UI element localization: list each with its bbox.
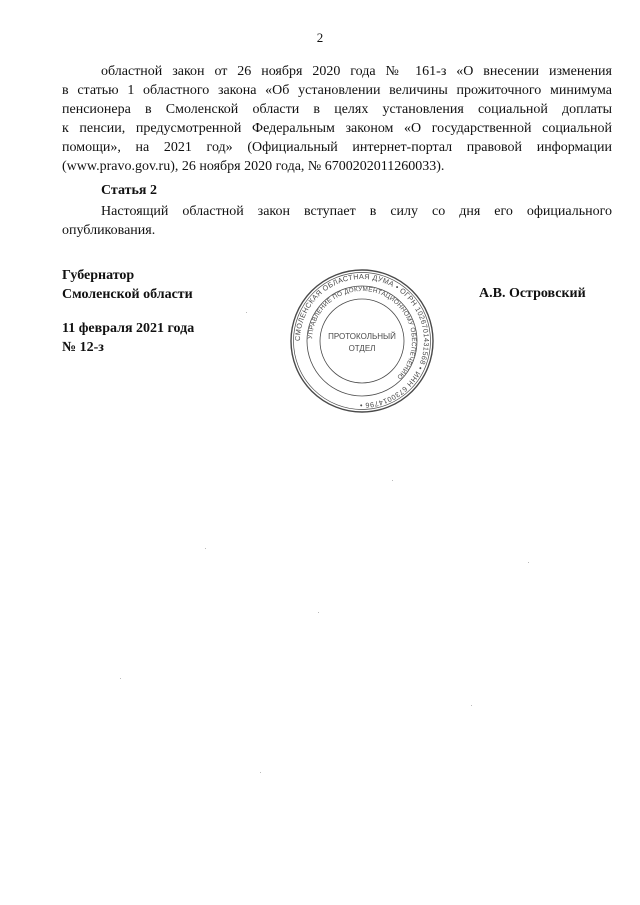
scan-speck [528, 562, 529, 563]
signatory-title [62, 266, 193, 304]
scan-speck [260, 772, 261, 773]
stamp-outer-text: СМОЛЕНСКАЯ ОБЛАСТНАЯ ДУМА • ОГРН 1026701431568 • ИНН 6730014796 • [292, 271, 432, 411]
paragraph-line: пенсионера в Смоленской области в целях установления социальной доплаты [62, 102, 612, 117]
paragraph-line: к пенсии, предусмотренной Федеральным законом «О государственной социальной [62, 121, 612, 136]
official-seal-stamp [283, 266, 441, 416]
scan-speck [120, 678, 121, 679]
scan-speck [246, 312, 247, 313]
paragraph-line: областной закон от 26 ноября 2020 года № 161-з «О внесении изменения [101, 64, 612, 79]
stamp-center-line: ПРОТОКОЛЬНЫЙ [328, 332, 396, 341]
stamp-center-line: ОТДЕЛ [348, 344, 376, 353]
signing-date-block [62, 319, 194, 357]
scan-speck [392, 480, 393, 481]
signatory-name: А.В. Островский [479, 286, 586, 301]
paragraph-amendment-reference [62, 62, 612, 176]
signing-date: 11 февраля 2021 года [62, 321, 195, 336]
paragraph-line: опубликования. [62, 223, 156, 238]
page-number: 2 [316, 30, 324, 45]
signatory-title-line: Губернатор [62, 268, 135, 283]
scan-speck [471, 705, 472, 706]
paragraph-line: помощи», на 2021 год» (Официальный интернет-портал правовой информации [62, 140, 612, 155]
scan-speck [318, 612, 319, 613]
paragraph-entry-into-force [62, 202, 612, 240]
article-heading: Статья 2 [101, 183, 157, 198]
scan-speck [205, 548, 206, 549]
paragraph-line: в статью 1 областного закона «Об установлении величины прожиточного минимума [62, 83, 612, 98]
paragraph-line: (www.pravo.gov.ru), 26 ноября 2020 года, № 6700202011260033). [62, 159, 445, 174]
law-number: № 12-з [62, 340, 104, 355]
stamp-inner-text: УПРАВЛЕНИЕ ПО ДОКУМЕНТАЦИОННОМУ ОБЕСПЕЧЕНИЮ [307, 285, 418, 381]
paragraph-line: Настоящий областной закон вступает в силу со дня его официального [101, 204, 612, 219]
signatory-title-line: Смоленской области [62, 287, 193, 302]
